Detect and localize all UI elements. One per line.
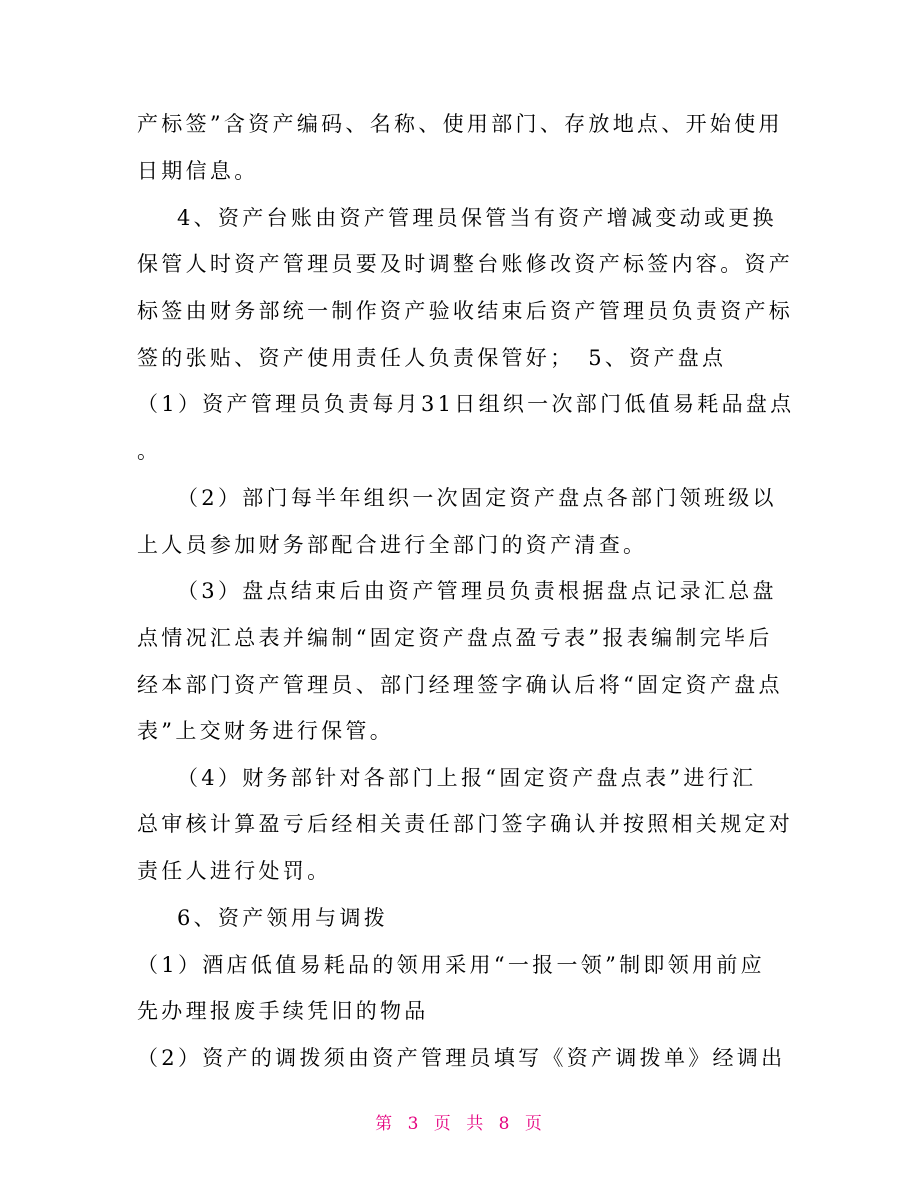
- text-line-13: 经本部门资产管理员、部门经理签字确认后将“固定资产盘点: [137, 673, 783, 697]
- text-line-17: 责任人进行处罚。: [137, 859, 332, 883]
- text-line-4: 保管人时资产管理员要及时调整台账修改资产标签内容。资产: [137, 252, 794, 276]
- text-line-5: 标签由财务部统一制作资产验收结束后资产管理员负责资产标: [137, 299, 794, 323]
- text-line-11: （3）盘点结束后由资产管理员负责根据盘点记录汇总盘: [177, 579, 777, 603]
- text-line-20: 先办理报废手续凭旧的物品: [137, 999, 429, 1023]
- text-line-14: 表”上交财务进行保管。: [137, 719, 395, 743]
- text-line-8: 。: [137, 439, 162, 463]
- text-line-9: （2）部门每半年组织一次固定资产盘点各部门领班级以: [177, 486, 777, 510]
- text-line-16: 总审核计算盈亏后经相关责任部门签字确认并按照相关规定对: [137, 812, 794, 836]
- text-line-3: 4、资产台账由资产管理员保管当有资产增减变动或更换: [177, 206, 777, 230]
- text-line-12: 点情况汇总表并编制“固定资产盘点盈亏表”报表编制完毕后: [137, 626, 773, 650]
- text-line-2: 日期信息。: [137, 159, 259, 183]
- text-line-18: 6、资产领用与调拨: [177, 906, 389, 930]
- text-line-7: （1）资产管理员负责每月31日组织一次部门低值易耗品盘点: [137, 392, 795, 416]
- text-line-1: 产标签”含资产编码、名称、使用部门、存放地点、开始使用: [137, 112, 783, 136]
- text-line-15: （4）财务部针对各部门上报“固定资产盘点表”进行汇: [177, 766, 757, 790]
- text-line-19: （1）酒店低值易耗品的领用采用“一报一领”制即领用前应: [137, 953, 765, 977]
- text-line-10: 上人员参加财务部配合进行全部门的资产清查。: [137, 533, 648, 557]
- text-line-6: 签的张贴、资产使用责任人负责保管好； 5、资产盘点: [137, 346, 727, 370]
- text-line-21: （2）资产的调拨须由资产管理员填写《资产调拨单》经调出: [137, 1046, 786, 1070]
- page-number-footer: 第 3 页 共 8 页: [375, 1114, 545, 1134]
